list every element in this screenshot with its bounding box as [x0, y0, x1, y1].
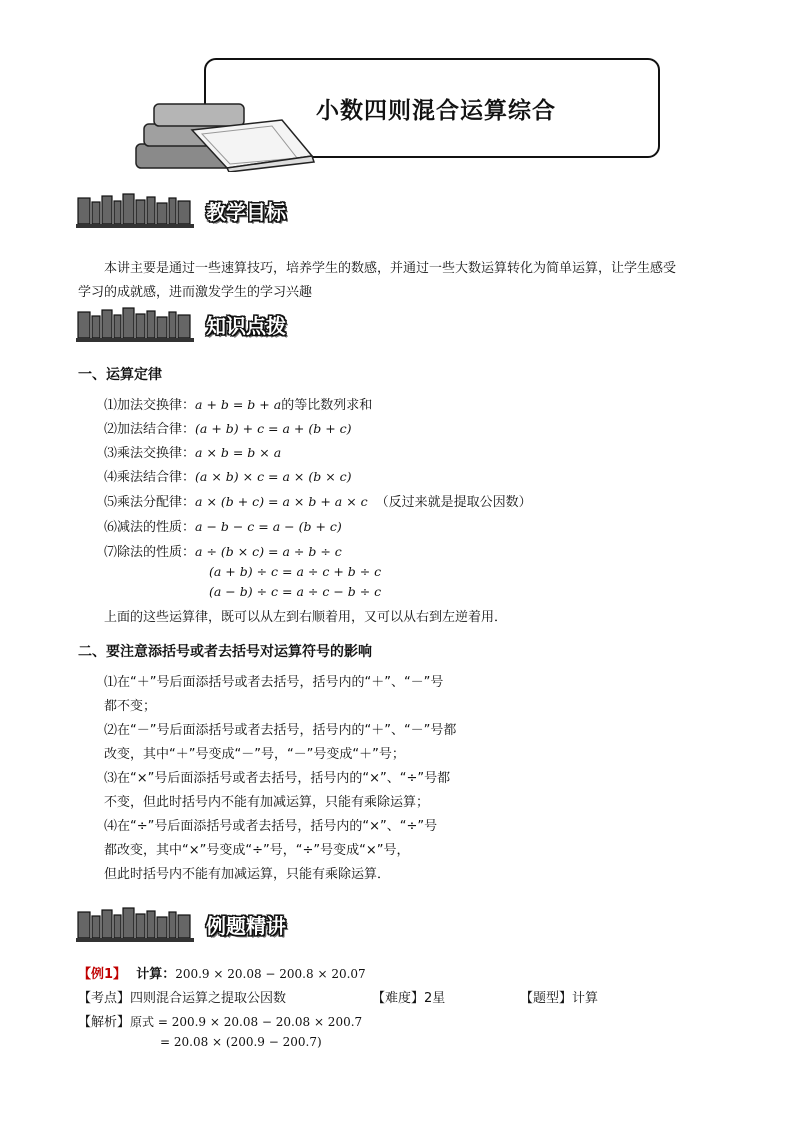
law-3: ⑶乘法交换律：a × b = b × a: [104, 445, 282, 461]
section-title-goals: 教学目标: [206, 200, 286, 224]
law-2: ⑵加法结合律：(a + b) + c = a + (b + c): [104, 421, 352, 437]
bookshelf-icon: [76, 306, 196, 344]
example-1-difficulty: 【难度】2星: [372, 991, 446, 1006]
law-7: ⑺除法的性质：a ÷ (b × c) = a ÷ b ÷ c: [104, 544, 342, 560]
division-property-3: (a − b) ÷ c = a ÷ c − b ÷ c: [209, 584, 382, 599]
part2-line-4: 改变，其中“＋”号变成“－”号，“－”号变成“＋”号；: [104, 747, 405, 762]
example-1-type: 【题型】计算: [520, 991, 599, 1006]
example-1-kaodian: 【考点】四则混合运算之提取公因数: [78, 991, 287, 1006]
part2-line-1: ⑴在“＋”号后面添括号或者去括号，括号内的“＋”、“－”号: [104, 675, 444, 690]
example-1-solution: 【解析】原式 = 200.9 × 20.08 − 20.08 × 200.7: [78, 1015, 363, 1030]
law-5: ⑸乘法分配律：a × (b + c) = a × b + a × c （反过来就是提取公因数）: [104, 494, 532, 510]
example-tag: 【例1】: [78, 967, 127, 982]
page-title: 小数四则混合运算综合: [316, 98, 556, 124]
part2-line-8: 都改变，其中“×”号变成“÷”号，“÷”号变成“×”号，: [104, 843, 410, 858]
part1-heading: 一、运算定律: [78, 367, 162, 383]
part2-line-7: ⑷在“÷”号后面添括号或者去括号，括号内的“×”、“÷”号: [104, 819, 438, 834]
division-property-2: (a + b) ÷ c = a ÷ c + b ÷ c: [209, 564, 382, 579]
part2-line-5: ⑶在“×”号后面添括号或者去括号，括号内的“×”、“÷”号都: [104, 771, 451, 786]
law-4: ⑷乘法结合律：(a × b) × c = a × (b × c): [104, 469, 352, 485]
part2-heading: 二、要注意添括号或者去括号对运算符号的影响: [78, 644, 372, 660]
laws-note: 上面的这些运算律，既可以从左到右顺着用，又可以从右到左逆着用．: [104, 610, 508, 625]
goals-line-2: 学习的成就感，进而激发学生的学习兴趣: [78, 285, 313, 300]
law-6: ⑹减法的性质：a − b − c = a − (b + c): [104, 519, 342, 535]
section-title-knowledge: 知识点拨: [206, 314, 286, 338]
law-1: ⑴加法交换律：a + b = b + a的等比数列求和: [104, 397, 373, 413]
example-1-problem: 【例1】 计算：200.9 × 20.08 − 200.8 × 20.07: [78, 967, 366, 982]
goals-line-1: 本讲主要是通过一些速算技巧，培养学生的数感，并通过一些大数运算转化为简单运算，让学生感受: [104, 261, 677, 276]
example-1-solution-step2: = 20.08 × (200.9 − 200.7): [160, 1035, 322, 1049]
part2-line-9: 但此时括号内不能有加减运算，只能有乘除运算．: [104, 867, 391, 882]
bookshelf-icon: [76, 906, 196, 944]
section-title-examples: 例题精讲: [206, 914, 286, 938]
part2-line-3: ⑵在“－”号后面添括号或者去括号，括号内的“＋”、“－”号都: [104, 723, 457, 738]
bookshelf-icon: [76, 192, 196, 230]
books-illustration-icon: [132, 100, 322, 172]
part2-line-6: 不变，但此时括号内不能有加减运算，只能有乘除运算；: [104, 795, 430, 810]
part2-line-2: 都不变；: [104, 699, 157, 714]
